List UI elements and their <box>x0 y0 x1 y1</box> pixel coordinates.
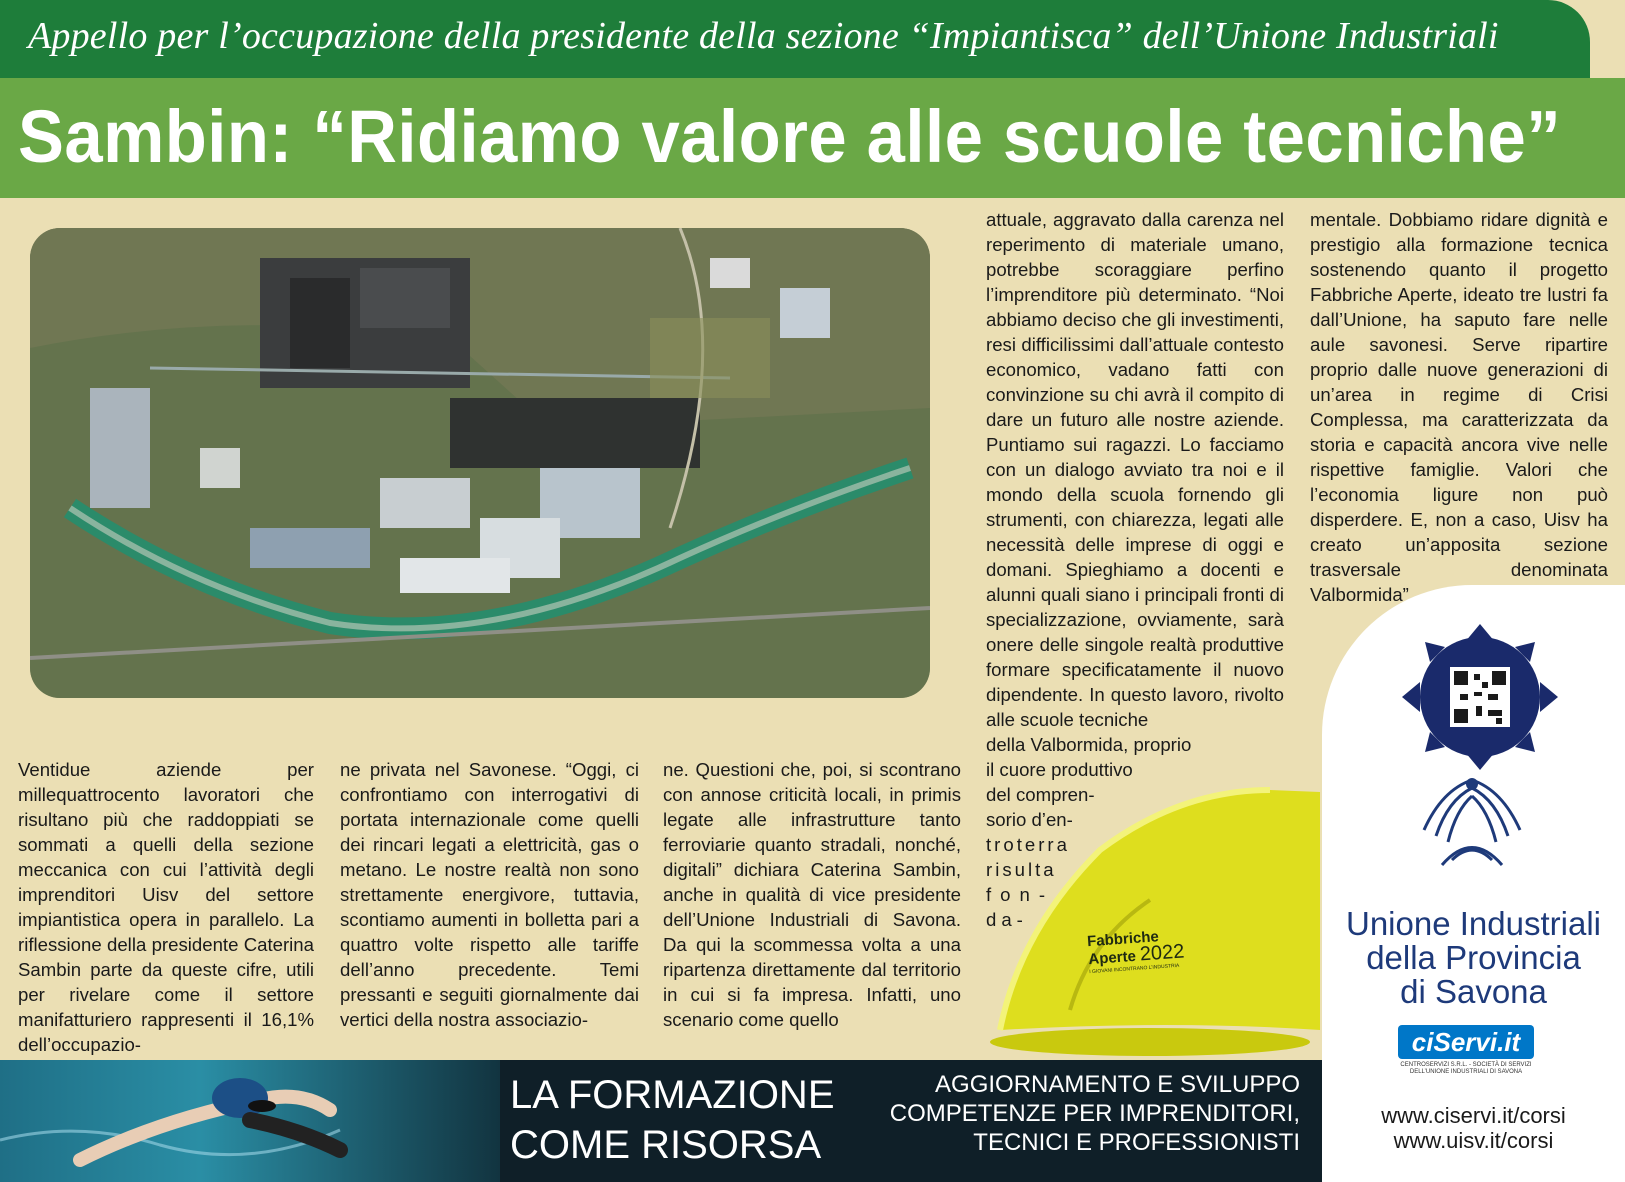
article-line: il cuore produttivo <box>986 759 1133 780</box>
helmet-text: Fabbriche <box>1086 928 1160 951</box>
article-text: Ventidue aziende per millequattrocento lavoratori che risultano più che raddoppiati se sommati a quelli della sezione meccanica con cui l’attività degli imprenditori Uisv del settore impiantistica opera in parallelo. La riflessione della presidente Caterina Sambin parte da queste cifre, utili per rivelare come il settore manifatturiero rappresenti il 16,1% dell’occupazio- <box>18 759 314 1055</box>
org-name <box>1322 907 1625 1009</box>
banner-subtitle-line: TECNICI E PROFESSIONISTI <box>973 1129 1300 1156</box>
headline-text: Sambin: “Ridiamo valore alle scuole tecniche” <box>18 95 1562 178</box>
ciservi-subtitle: CENTROSERVIZI S.R.L. - SOCIETÀ DI SERVIZI DELL’UNIONE INDUSTRIALI DI SAVONA <box>1400 1062 1532 1075</box>
sidebar-panel <box>1322 585 1625 1182</box>
banner-title-line: COME RISORSA <box>510 1123 822 1167</box>
uisv-qr-logo <box>1400 622 1560 772</box>
article-line: della Valbormida, proprio <box>986 734 1192 755</box>
article-line: troterra <box>986 834 1070 855</box>
article-line: risulta <box>986 859 1057 880</box>
banner-title <box>510 1070 835 1170</box>
article-text: mentale. Dobbiamo ridare dignità e prestigio alla formazione tecnica sostenendo quanto il progetto Fabbriche Aperte, ideato tre lustri fa dall’Unione, ha saputo fare nelle aule savonesi. Serve ripartire proprio dalle nuove generazioni di un’area in regime di Crisi Complessa, ma caratterizzata da storia e capacità ancora vive nelle rispettive famiglie. Valori che l’economia ligure non può disperdere. E, non a caso, Uisv ha creato un’apposita sezione trasversale denominata Valbormida”. <box>1310 209 1608 605</box>
ciservi-logo: ciServi.it <box>1398 1025 1534 1059</box>
confindustria-eagle-icon <box>1412 770 1532 870</box>
helmet-tagline: I GIOVANI INCONTRANO L’INDUSTRIA <box>1089 962 1180 976</box>
article-line: del compren- <box>986 784 1095 805</box>
article-column-1 <box>18 757 314 1057</box>
banner-subtitle <box>850 1070 1300 1157</box>
helmet-year: 2022 <box>1139 940 1186 966</box>
article-line: fon- <box>986 884 1055 905</box>
org-name-line: della Provincia <box>1366 939 1581 976</box>
helmet-image <box>980 780 1320 1060</box>
article-line: sorio d’en- <box>986 809 1073 830</box>
course-links <box>1322 1103 1625 1153</box>
url-uisv[interactable]: www.uisv.it/corsi <box>1393 1128 1554 1153</box>
aerial-photo <box>30 228 930 698</box>
helmet-logo <box>1087 926 1210 976</box>
article-text: ne privata nel Savonese. “Oggi, ci confrontiamo con interrogativi di portata internazionale come quelli dei rincari legati a elettricità, gas o metano. Le nostre realtà non sono strettamente energivore, tuttavia, scontiamo aumenti in bolletta pari a quattro volte rispetto alle tariffe dell’anno precedente. Temi pressanti e seguiti giornalmente dai vertici della nostra associazio- <box>340 759 639 1030</box>
article-line: da- <box>986 909 1028 930</box>
kicker-bar <box>0 0 1590 78</box>
headline-bar <box>0 78 1625 198</box>
url-ciservi[interactable]: www.ciservi.it/corsi <box>1381 1103 1566 1128</box>
article-column-3 <box>663 757 961 1032</box>
article-text: attuale, aggravato dalla carenza nel reperimento di materiale umano, potrebbe scoraggiare perfino l’imprenditore più determinato. “Noi abbiamo deciso che gli investimenti, resi difficilissimi dall’attuale contesto economico, vadano fatti con convinzione su chi avrà il compito di dare un futuro alle nostre aziende. Puntiamo sui ragazzi. Lo facciamo con un dialogo avviato tra noi e il mondo della scuola fornendo gli strumenti, con chiarezza, legati alle necessità delle imprese di oggi e domani. Spieghiamo a docenti e alunni quali siano i principali fronti di specializzazione, ovviamente, sarà onere delle singole realtà produttive formare specificatamente il nuovo dipendente. In questo lavoro, rivolto alle scuole tecniche <box>986 209 1284 730</box>
org-name-line: di Savona <box>1400 973 1547 1010</box>
kicker-text: Appello per l’occupazione della presidente della sezione “Impiantisca” dell’Unione Industriali <box>28 15 1499 57</box>
article-column-5 <box>1310 207 1608 607</box>
banner-subtitle-line: COMPETENZE PER IMPRENDITORI, <box>889 1100 1300 1127</box>
banner-subtitle-line: AGGIORNAMENTO E SVILUPPO <box>935 1071 1300 1098</box>
helmet-text: Aperte <box>1087 947 1137 969</box>
promo-banner <box>0 1060 1322 1182</box>
swimmer-image <box>0 1060 500 1182</box>
article-text: ne. Questioni che, poi, si scontrano con annose criticità locali, in primis legate alle infrastrutture tanto ferroviarie quanto stradali, nonché, digitali” dichiara Caterina Sambin, anche in qualità di vice presidente dell’Unione Industriali di Savona. Da qui la scommessa volta a una ripartenza direttamente dal territorio in cui si fa impresa. Infatti, uno scenario come quello <box>663 759 961 1030</box>
article-column-2 <box>340 757 639 1032</box>
banner-title-line: LA FORMAZIONE <box>510 1073 835 1117</box>
org-name-line: Unione Industriali <box>1346 905 1601 942</box>
